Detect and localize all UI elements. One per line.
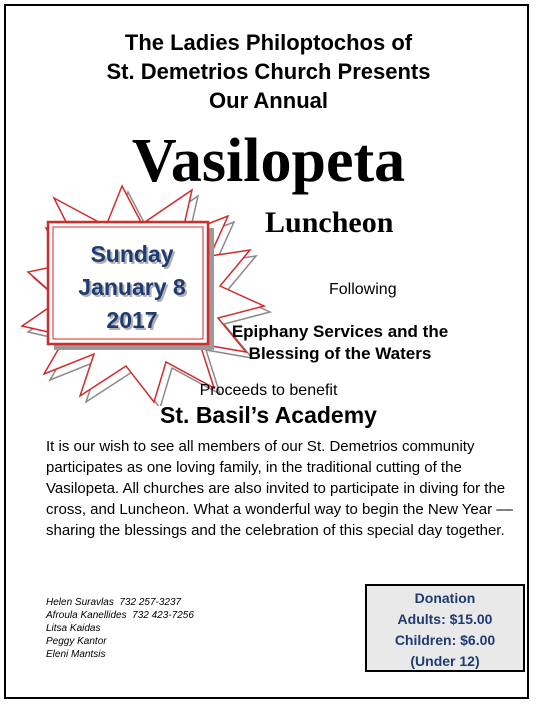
header-line-1: The Ladies Philoptochos of (124, 30, 413, 55)
contact-list (46, 596, 194, 661)
following-label: Following (329, 281, 397, 298)
date-badge (52, 238, 212, 337)
services-text (210, 321, 470, 365)
header-line-2: St. Demetrios Church Presents (106, 59, 431, 84)
services-line-1: Epiphany Services and the (231, 322, 449, 341)
contact-item: Peggy Kantor (46, 636, 107, 647)
donation-children: Children: $6.00 (394, 632, 496, 648)
contact-item: Helen Suravlas 732 257-3237 (46, 597, 182, 608)
donation-box (365, 584, 525, 672)
flyer-header (0, 28, 537, 115)
beneficiary-name: St. Basil’s Academy (160, 402, 377, 428)
donation-note: (Under 12) (410, 653, 480, 669)
date-day: Sunday (90, 241, 174, 267)
date-year: 2017 (106, 307, 158, 333)
header-line-3: Our Annual (209, 88, 328, 113)
event-title: Vasilopeta (131, 127, 406, 195)
body-paragraph: It is our wish to see all members of our St. Demetrios community participates as one loving family, in the traditional cutting of the Vasilopeta. All churches are also invited to participate in diving for the cross, and Luncheon. What a wonderful way to begin the New Year –– sharing the blessings and the celebration of this special day together. (46, 438, 513, 539)
donation-heading: Donation (414, 590, 476, 606)
date-month-day: January 8 (78, 274, 186, 300)
proceeds-label: Proceeds to benefit (199, 382, 338, 399)
event-subtitle: Luncheon (265, 206, 394, 239)
donation-adults: Adults: $15.00 (397, 611, 493, 627)
contact-item: Eleni Mantsis (46, 649, 106, 660)
contact-item: Afroula Kanellides 732 423-7256 (46, 610, 194, 621)
contact-item: Litsa Kaidas (46, 623, 101, 634)
services-line-2: Blessing of the Waters (248, 344, 432, 363)
